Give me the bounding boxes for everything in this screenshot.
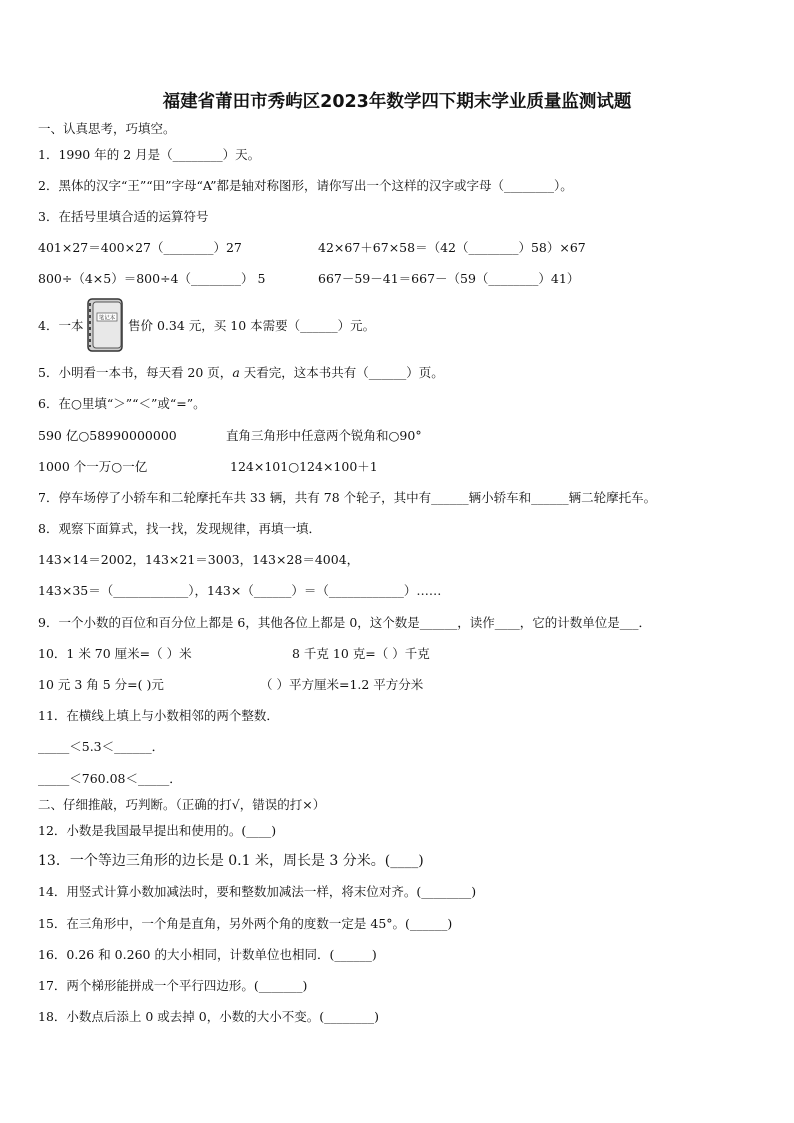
question-11: 11．在横线上填上与小数相邻的两个整数．: [38, 708, 279, 723]
section-1-heading: 一、认真思考，巧填空。: [38, 121, 176, 136]
section-2-heading: 二、仔细推敲，巧判断。（正确的打√，错误的打×）: [38, 797, 326, 812]
question-3: 3．在括号里填合适的运算符号: [38, 209, 209, 224]
question-11a: _____＜5.3＜______．: [38, 739, 165, 754]
question-1: 1．1990 年的 2 月是（________）天。: [38, 147, 261, 162]
question-9: 9．一个小数的百位和百分位上都是 6，其他各位上都是 0，这个数是______，读作____，它的计数单位是___．: [38, 615, 652, 630]
question-6: 6．在○里填“＞”“＜”或“=”。: [38, 396, 206, 411]
notebook-image: [85, 297, 125, 353]
question-12: 12．小数是我国最早提出和使用的。(____): [38, 823, 277, 838]
question-13: 13．一个等边三角形的边长是 0.1 米，周长是 3 分米。(____): [38, 853, 424, 869]
question-14: 14．用竖式计算小数加减法时，要和整数加减法一样，将末位对齐。(________): [38, 884, 477, 899]
question-2: 2．黑体的汉字“王”“田”字母“A”都是轴对称图形，请你写出一个这样的汉字或字母（________）。: [38, 178, 573, 193]
question-4: 售价 0.34 元，买 10 本需要（______）元。: [128, 318, 376, 333]
question-10d: （ ）平方厘米=1.2 平方分米: [260, 677, 424, 692]
question-10a: 10．1 米 70 厘米=（ ）米: [38, 646, 192, 661]
question-8: 8．观察下面算式，找一找，发现规律，再填一填．: [38, 521, 321, 536]
question-10b: 8 千克 10 克=（ ）千克: [292, 646, 430, 661]
question-5-prefix: 5．小明看一本书，每天看 20 页，: [38, 365, 233, 380]
question-6d: 124×101○124×100＋1: [230, 459, 378, 474]
question-6c: 1000 个一万○一亿: [38, 459, 148, 474]
question-15: 15．在三角形中，一个角是直角，另外两个角的度数一定是 45°。(______): [38, 916, 453, 931]
question-10c: 10 元 3 角 5 分=( )元: [38, 677, 164, 692]
question-6b: 直角三角形中任意两个锐角和○90°: [226, 428, 422, 443]
question-3a: 401×27＝400×27（________）27: [38, 240, 242, 255]
question-18: 18．小数点后添上 0 或去掉 0，小数的大小不变。(________): [38, 1009, 379, 1024]
question-16: 16．0.26 和 0.260 的大小相同，计数单位也相同．(______): [38, 947, 377, 962]
question-7: 7．停车场停了小轿车和二轮摩托车共 33 辆，共有 78 个轮子，其中有______辆小轿车和______辆二轮摩托车。: [38, 490, 657, 505]
question-6a: 590 亿○58990000000: [38, 428, 177, 443]
question-5-variable: a: [232, 365, 240, 380]
question-5-suffix: 天看完，这本书共有（______）页。: [239, 365, 444, 380]
question-8a: 143×14＝2002，143×21＝3003，143×28＝4004，: [38, 552, 360, 567]
question-4-prefix: 4．一本: [38, 318, 84, 333]
question-11b: _____＜760.08＜_____．: [38, 771, 182, 786]
question-3d: 667－59－41＝667－（59（________）41）: [318, 271, 580, 286]
question-8b: 143×35＝（____________），143×（______）＝（____________）……: [38, 583, 442, 598]
question-5: [38, 365, 444, 381]
question-17: 17．两个梯形能拼成一个平行四边形。(_______): [38, 978, 308, 993]
notebook-label: 笔记本: [98, 315, 116, 322]
question-3b: 42×67＋67×58＝（42（________）58）×67: [318, 240, 586, 255]
page-title: 福建省莆田市秀屿区2023年数学四下期末学业质量监测试题: [162, 92, 632, 112]
question-3c: 800÷（4×5）＝800÷4（________） 5: [38, 271, 266, 286]
